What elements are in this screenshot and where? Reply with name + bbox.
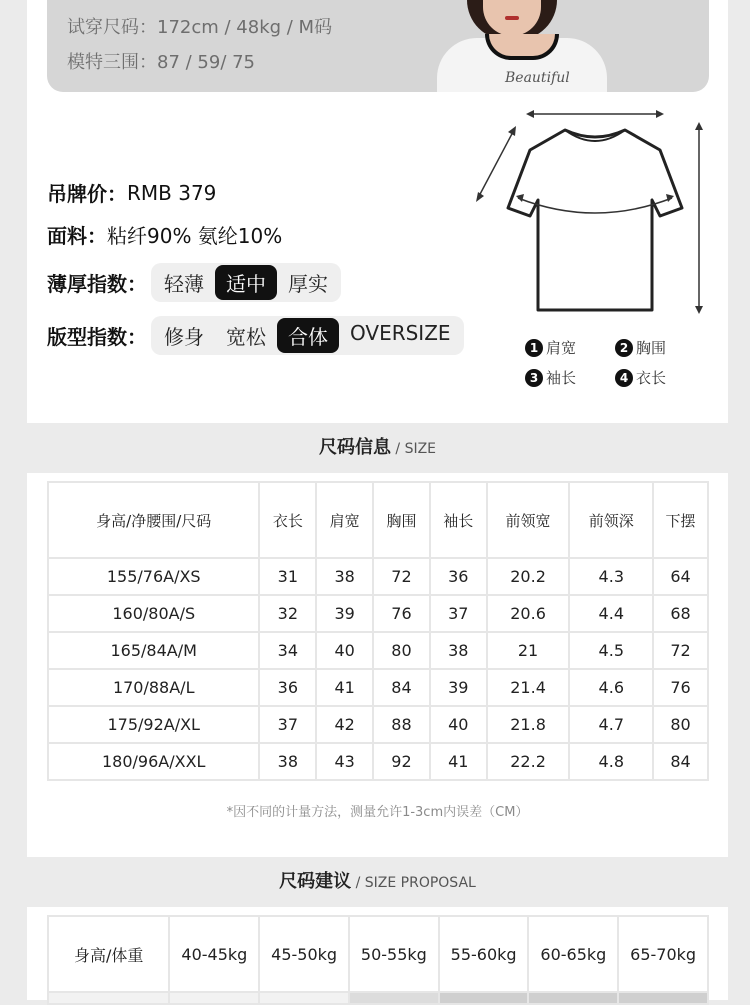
table-header-row: [48, 916, 708, 992]
price-label: 吊牌价：: [47, 182, 127, 206]
table-cell: 36: [430, 558, 487, 595]
table-row: [48, 992, 708, 1004]
table-row: [48, 669, 708, 706]
table-header-cell: 60-65kg: [528, 916, 618, 992]
fabric-row: [47, 220, 282, 249]
fit-option[interactable]: 宽松: [226, 325, 266, 349]
legend-label: 胸围: [636, 339, 667, 357]
table-cell: 42: [316, 706, 373, 743]
table-cell: 31: [259, 558, 316, 595]
table-header-cell: 前领深: [569, 482, 653, 558]
legend-item: [615, 337, 666, 358]
thickness-selector: [151, 263, 341, 302]
fit-label: 版型指数：: [47, 325, 147, 349]
table-header-cell: 65-70kg: [618, 916, 708, 992]
legend-number: 1: [525, 339, 543, 357]
table-cell: 4.5: [569, 632, 653, 669]
model-fit-text: 试穿尺码：172cm / 48kg / M码: [67, 17, 333, 38]
legend-label: 衣长: [636, 369, 667, 387]
legend-item: [525, 337, 576, 358]
table-row: [48, 558, 708, 595]
table-cell: 92: [373, 743, 430, 780]
table-header-cell: 40-45kg: [169, 916, 259, 992]
table-cell: 40: [316, 632, 373, 669]
table-cell: 72: [373, 558, 430, 595]
shirt-print-text: Beautiful: [505, 70, 570, 86]
table-header-cell: 肩宽: [316, 482, 373, 558]
model-measure-text: 模特三围：87 / 59/ 75: [67, 52, 256, 73]
fabric-label: 面料：: [47, 224, 107, 248]
thickness-option[interactable]: 适中: [215, 265, 277, 300]
thickness-label: 薄厚指数：: [47, 272, 147, 296]
table-header-cell: 衣长: [259, 482, 316, 558]
legend-label: 肩宽: [546, 339, 577, 357]
table-row: [48, 632, 708, 669]
fit-option[interactable]: 合体: [277, 318, 339, 353]
table-row: [48, 595, 708, 632]
shirt-measurement-diagram: [470, 100, 720, 400]
table-cell: 88: [373, 706, 430, 743]
model-photo: [437, 0, 607, 92]
table-cell: 39: [316, 595, 373, 632]
table-cell: 4.8: [569, 743, 653, 780]
table-cell: 39: [430, 669, 487, 706]
table-cell: [439, 992, 529, 1004]
table-cell: 41: [316, 669, 373, 706]
table-cell: 68: [653, 595, 708, 632]
table-row: [48, 706, 708, 743]
size-proposal-title: 尺码建议: [279, 871, 352, 892]
table-cell: 21.4: [487, 669, 570, 706]
table-cell: 34: [259, 632, 316, 669]
model-banner: [47, 0, 709, 92]
table-cell: 20.6: [487, 595, 570, 632]
table-cell: 21.8: [487, 706, 570, 743]
table-row: [48, 743, 708, 780]
table-cell: 160/80A/S: [48, 595, 259, 632]
table-cell: 38: [259, 743, 316, 780]
table-cell: 21: [487, 632, 570, 669]
table-cell: 80: [653, 706, 708, 743]
legend-number: 4: [615, 369, 633, 387]
table-cell: 38: [430, 632, 487, 669]
fit-selector: [151, 316, 464, 355]
legend-number: 2: [615, 339, 633, 357]
price-row: [47, 178, 216, 207]
table-cell: 165/84A/M: [48, 632, 259, 669]
table-cell: 64: [653, 558, 708, 595]
table-cell: 4.6: [569, 669, 653, 706]
table-cell: 40: [430, 706, 487, 743]
table-cell: 20.2: [487, 558, 570, 595]
legend-number: 3: [525, 369, 543, 387]
legend-label: 袖长: [546, 369, 577, 387]
table-header-cell: 45-50kg: [259, 916, 349, 992]
table-cell: 4.4: [569, 595, 653, 632]
table-cell: 43: [316, 743, 373, 780]
table-cell: [618, 992, 708, 1004]
size-proposal-subtitle: / SIZE PROPOSAL: [351, 875, 476, 891]
table-cell: 37: [430, 595, 487, 632]
table-header-cell: 55-60kg: [439, 916, 529, 992]
size-proposal-header: [27, 857, 728, 907]
table-header-cell: 前领宽: [487, 482, 570, 558]
table-cell: [48, 992, 169, 1004]
table-header-cell: 胸围: [373, 482, 430, 558]
table-header-cell: 身高/净腰围/尺码: [48, 482, 259, 558]
table-header-cell: 身高/体重: [48, 916, 169, 992]
thickness-row: [47, 263, 341, 302]
size-proposal-table: [47, 915, 709, 1005]
table-cell: 37: [259, 706, 316, 743]
table-header-cell: 袖长: [430, 482, 487, 558]
table-cell: 84: [373, 669, 430, 706]
table-cell: 41: [430, 743, 487, 780]
size-info-title: 尺码信息: [318, 437, 391, 458]
table-cell: 4.7: [569, 706, 653, 743]
table-cell: 76: [373, 595, 430, 632]
table-cell: [259, 992, 349, 1004]
table-cell: 80: [373, 632, 430, 669]
table-cell: 155/76A/XS: [48, 558, 259, 595]
fit-option[interactable]: OVERSIZE: [350, 321, 451, 345]
table-header-cell: 50-55kg: [349, 916, 439, 992]
table-cell: 180/96A/XXL: [48, 743, 259, 780]
table-cell: 22.2: [487, 743, 570, 780]
size-info-subtitle: / SIZE: [390, 441, 437, 457]
table-cell: 36: [259, 669, 316, 706]
fit-row: [47, 316, 464, 355]
table-cell: [349, 992, 439, 1004]
table-cell: [528, 992, 618, 1004]
table-cell: [169, 992, 259, 1004]
legend-item: [615, 367, 666, 388]
tshirt-outline-icon: [470, 100, 720, 330]
table-cell: 32: [259, 595, 316, 632]
fit-option[interactable]: 修身: [164, 325, 204, 349]
table-header-cell: 下摆: [653, 482, 708, 558]
table-cell: 175/92A/XL: [48, 706, 259, 743]
price-value: RMB 379: [127, 180, 217, 205]
size-info-header: [27, 423, 728, 473]
thickness-option[interactable]: 厚实: [288, 272, 328, 296]
measurement-note: *因不同的计量方法，测量允许1-3cm内误差（CM）: [226, 805, 529, 820]
table-cell: 76: [653, 669, 708, 706]
table-cell: 72: [653, 632, 708, 669]
table-cell: 4.3: [569, 558, 653, 595]
table-cell: 38: [316, 558, 373, 595]
size-table: [47, 481, 709, 781]
fabric-value: 粘纤90% 氨纶10%: [107, 224, 283, 248]
table-header-row: [48, 482, 708, 558]
table-cell: 84: [653, 743, 708, 780]
table-cell: 170/88A/L: [48, 669, 259, 706]
legend-item: [525, 367, 576, 388]
thickness-option[interactable]: 轻薄: [164, 272, 204, 296]
